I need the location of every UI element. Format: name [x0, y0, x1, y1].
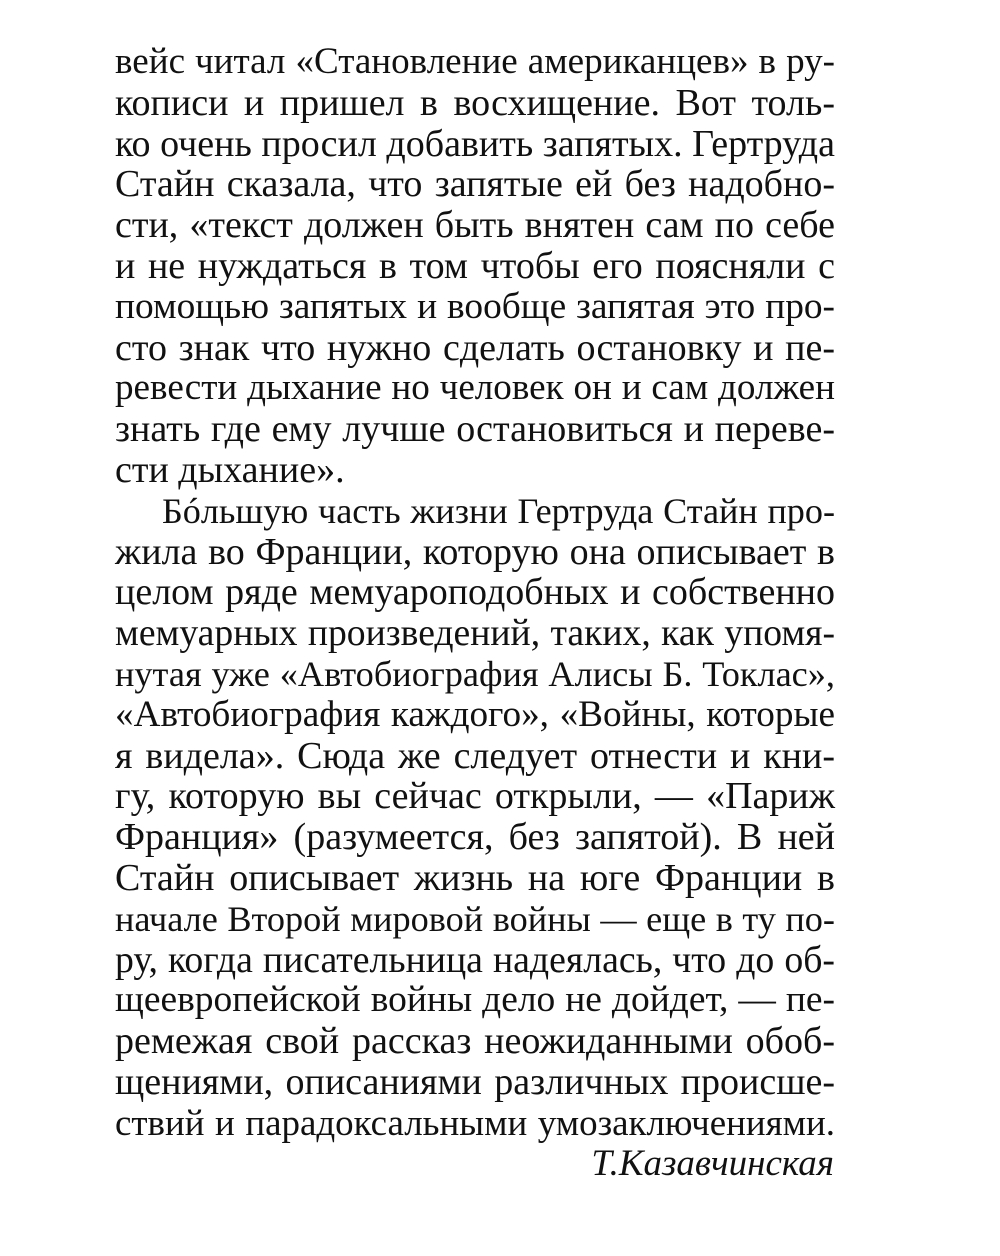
text-line: гу, которую вы сейчас открыли, — «Париж: [115, 775, 835, 818]
text-line: Франция» (разумеется, без запятой). В ней: [115, 816, 835, 859]
text-line: ремежая свой рассказ неожиданными обоб-: [115, 1020, 835, 1063]
text-line: щеевропейской войны дело не дойдет, — пе-: [115, 979, 835, 1021]
text-line: Бóльшую часть жизни Гертруда Стайн про-: [162, 490, 835, 531]
text-line: ревести дыхание но человек он и сам должен: [115, 367, 835, 409]
text-line: сти, «текст должен быть внятен сам по себе: [115, 204, 835, 247]
text-line: помощью запятых и вообще запятая это про-: [115, 285, 835, 327]
text-line: жила во Франции, которую она описывает в: [115, 530, 835, 573]
text-line: ствий и парадоксальными умозаключениями.: [115, 1101, 835, 1143]
text-line: Стайн сказала, что запятые ей без надобно-: [115, 163, 835, 206]
text-line: сти дыхание».: [115, 448, 345, 491]
paragraph-1: [115, 42, 835, 491]
text-line: «Автобиография каждого», «Войны, которые: [115, 693, 835, 735]
text-line: кописи и пришел в восхищение. Вот толь-: [115, 81, 835, 124]
text-line: сто знак что нужно сделать остановку и пе-: [115, 326, 835, 369]
text-line: ру, когда писательница надеялась, что до об-: [115, 938, 835, 981]
text-line: щениями, описаниями различных происше-: [115, 1060, 835, 1103]
text-line: начале Второй мировой войны — еще в ту по-: [115, 898, 835, 939]
text-line: целом ряде мемуароподобных и собственно: [115, 571, 835, 614]
text-line: вейс читал «Становление американцев» в ру-: [115, 41, 835, 82]
body-text: [115, 42, 835, 1144]
paragraph-2: [115, 491, 835, 1144]
text-line: нутая уже «Автобиография Алисы Б. Токлас»,: [115, 653, 835, 694]
text-line: ко очень просил добавить запятых. Гертруда: [115, 122, 835, 165]
text-line: и не нуждаться в том чтобы его поясняли с: [115, 244, 835, 287]
author-signature: Т.Казавчинская: [591, 1143, 834, 1184]
text-line: Стайн описывает жизнь на юге Франции в: [115, 856, 835, 899]
text-line: я видела». Сюда же следует отнести и кни-: [115, 734, 835, 777]
text-line: знать где ему лучше остановиться и переве-: [115, 408, 835, 451]
text-line: мемуарных произведений, таких, как упомя-: [115, 612, 835, 655]
